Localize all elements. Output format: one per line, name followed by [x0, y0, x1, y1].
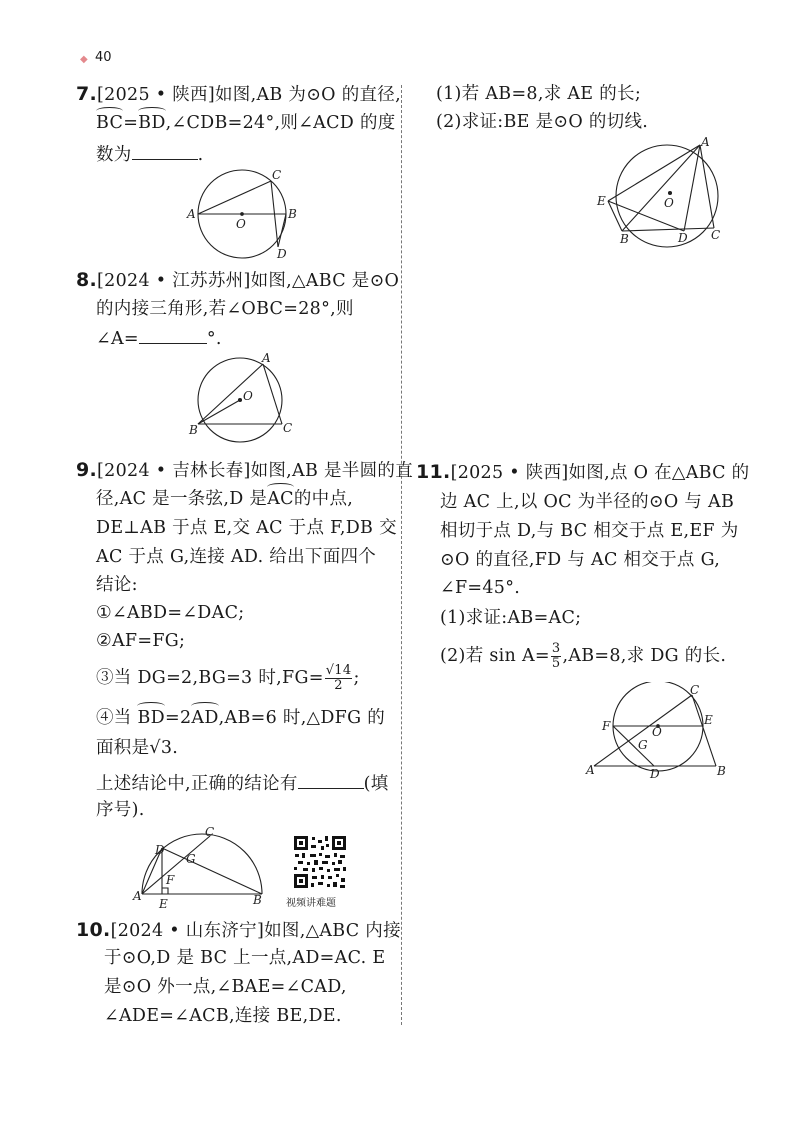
q11-line-5: ∠F=45°. — [440, 578, 521, 598]
q7-number: 7. — [76, 83, 98, 105]
svg-text:A: A — [262, 351, 271, 365]
q11-number: 11. — [416, 461, 451, 483]
svg-text:A: A — [187, 207, 196, 221]
q7-line-3: 数为 . — [96, 141, 203, 167]
q10-part-1: (1)若 AB=8,求 AE 的长; — [436, 84, 642, 104]
svg-text:O: O — [236, 217, 246, 231]
q10-line-2: 于⊙O,D 是 BC 上一点,AD=AC. E — [104, 948, 386, 968]
svg-text:O: O — [243, 389, 253, 403]
svg-text:F: F — [166, 873, 175, 887]
svg-text:D: D — [155, 843, 165, 857]
q9-figure — [130, 826, 270, 910]
svg-text:D: D — [650, 767, 660, 781]
q9-number: 9. — [76, 459, 98, 481]
q9-line-4: AC 于点 G,连接 AD. 给出下面四个 — [96, 547, 377, 567]
q9-conclusion-3: ③当 DG=2,BG=3 时,FG= $\frac{√14}{2}$ ; — [96, 663, 360, 693]
q9-line-end-2: 序号). — [96, 800, 145, 820]
svg-text:F: F — [602, 719, 611, 733]
svg-text:C: C — [283, 421, 293, 435]
answer-blank — [298, 770, 364, 789]
q11-line-4: ⊙O 的直径,FD 与 AC 相交于点 G, — [440, 550, 721, 570]
svg-text:E: E — [159, 897, 168, 910]
svg-text:B: B — [620, 232, 629, 246]
q11-part-2: (2)若 sin A= $\frac{3}{5}$ ,AB=8,求 DG 的长. — [440, 641, 727, 671]
q7-figure — [180, 165, 310, 265]
q10-number: 10. — [76, 919, 111, 941]
svg-text:D: D — [678, 231, 688, 245]
q9-conclusion-4: ④当 BD=2AD,AB=6 时,△DFG 的 — [96, 708, 386, 728]
svg-text:A: A — [586, 763, 595, 777]
qr-caption: 视频讲难题 — [286, 898, 336, 909]
q9-line-end: 上述结论中,正确的结论有 (填 — [96, 770, 389, 796]
q9-line-5: 结论: — [96, 575, 138, 595]
q11-part-1: (1)求证:AB=AC; — [440, 608, 582, 628]
svg-text:C: C — [205, 826, 215, 839]
svg-text:O: O — [664, 196, 674, 210]
answer-blank — [139, 325, 207, 344]
q11-line-2: 边 AC 上,以 OC 为半径的⊙O 与 AB — [440, 492, 735, 512]
q9-line-2: 径,AC 是一条弦,D 是AC的中点, — [96, 489, 354, 509]
q9-conclusion-4-cont: 面积是√3. — [96, 738, 179, 758]
svg-text:C: C — [272, 168, 282, 182]
svg-text:B: B — [253, 893, 262, 907]
svg-text:A: A — [133, 889, 142, 903]
q8-line-1: 8.[2024 • 江苏苏州]如图,△ABC 是⊙O — [76, 269, 400, 291]
q7-line-1: 7.[2025 • 陕西]如图,AB 为⊙O 的直径, — [76, 83, 401, 105]
q11-line-1: 11.[2025 • 陕西]如图,点 O 在△ABC 的 — [416, 461, 750, 483]
page-marker: ◆ — [80, 54, 88, 65]
svg-text:G: G — [638, 738, 648, 752]
qr-code[interactable] — [292, 834, 348, 890]
svg-text:B: B — [717, 764, 726, 778]
svg-text:O: O — [652, 725, 662, 739]
answer-blank — [132, 141, 198, 160]
q10-line-1: 10.[2024 • 山东济宁]如图,△ABC 内接 — [76, 919, 401, 941]
svg-text:B: B — [288, 207, 297, 221]
q10-figure — [590, 135, 735, 250]
q10-line-4: ∠ADE=∠ACB,连接 BE,DE. — [104, 1006, 342, 1026]
q8-figure — [185, 350, 305, 450]
svg-text:A: A — [701, 135, 710, 149]
page-number: 40 — [95, 50, 112, 65]
q8-line-2: 的内接三角形,若∠OBC=28°,则 — [96, 299, 354, 319]
q11-figure — [580, 682, 730, 782]
q9-conclusion-1: ①∠ABD=∠DAC; — [96, 603, 245, 623]
q8-number: 8. — [76, 269, 98, 291]
q11-line-3: 相切于点 D,与 BC 相交于点 E,EF 为 — [440, 521, 739, 541]
q10-part-2: (2)求证:BE 是⊙O 的切线. — [436, 112, 649, 132]
column-divider — [401, 85, 402, 1025]
svg-text:D: D — [277, 247, 287, 261]
svg-text:C: C — [711, 228, 721, 242]
svg-text:E: E — [704, 713, 713, 727]
q9-conclusion-2: ②AF=FG; — [96, 631, 186, 651]
q7-line-2: BC=BD,∠CDB=24°,则∠ACD 的度 — [96, 113, 396, 133]
q8-line-3: ∠A= °. — [96, 325, 222, 351]
svg-text:C: C — [690, 683, 700, 697]
svg-text:G: G — [186, 852, 196, 866]
q9-line-3: DE⊥AB 于点 E,交 AC 于点 F,DB 交 — [96, 518, 397, 538]
q10-line-3: 是⊙O 外一点,∠BAE=∠CAD, — [104, 977, 347, 997]
svg-text:E: E — [597, 194, 606, 208]
q9-line-1: 9.[2024 • 吉林长春]如图,AB 是半圆的直 — [76, 459, 414, 481]
svg-text:B: B — [189, 423, 198, 437]
